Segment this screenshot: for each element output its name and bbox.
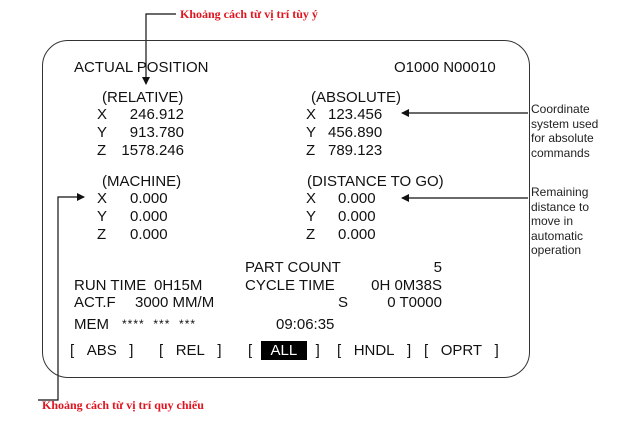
machine-x-value: 0.000 — [130, 190, 168, 207]
actf-label: ACT.F — [74, 294, 116, 311]
relative-z-label: Z — [97, 142, 107, 159]
relative-y-label: Y — [97, 124, 108, 141]
relative-x-value: 246.912 — [129, 106, 184, 123]
softkey-hndl[interactable]: [ HNDL ] — [337, 342, 412, 359]
relative-header: (RELATIVE) — [102, 89, 184, 106]
absolute-z-label: Z — [306, 142, 316, 159]
run-time-value: 0H15M — [154, 277, 203, 294]
softkey-all-selected: ALL — [261, 341, 308, 360]
absolute-y-label: Y — [306, 124, 317, 141]
spindle-value: 0 T0000 — [387, 294, 442, 311]
machine-z-value: 0.000 — [130, 226, 168, 243]
note-distance-to-go: Remaining distance to move in automatic operation — [531, 185, 590, 257]
machine-header: (MACHINE) — [102, 173, 182, 190]
run-time-label: RUN TIME — [74, 277, 147, 294]
mem-stars: **** *** *** — [122, 317, 197, 331]
relative-x-label: X — [97, 106, 108, 123]
absolute-x-label: X — [306, 106, 317, 123]
machine-y-value: 0.000 — [130, 208, 168, 225]
part-count-value: 5 — [433, 259, 442, 276]
softkey-rel[interactable]: [ REL ] — [159, 342, 222, 359]
mem-label: MEM — [74, 316, 109, 333]
distance-z-value: 0.000 — [338, 226, 376, 243]
relative-z-value: 1578.246 — [121, 142, 184, 159]
distance-y-label: Y — [306, 208, 317, 225]
spindle-label: S — [338, 294, 349, 311]
absolute-header: (ABSOLUTE) — [311, 89, 402, 106]
label-reference-position: Khoảng cách từ vị trí quy chiếu — [42, 398, 204, 412]
absolute-y-value: 456.890 — [328, 124, 383, 141]
label-arbitrary-position: Khoảng cách từ vị trí tùy ý — [180, 7, 318, 21]
program-number: O1000 N00010 — [394, 59, 496, 76]
cycle-time-value: 0H 0M38S — [371, 277, 442, 294]
distance-x-label: X — [306, 190, 317, 207]
softkey-abs[interactable]: [ ABS ] — [70, 342, 134, 359]
part-count-label: PART COUNT — [245, 259, 341, 276]
softkey-oprt[interactable]: [ OPRT ] — [424, 342, 499, 359]
distance-x-value: 0.000 — [338, 190, 376, 207]
distance-y-value: 0.000 — [338, 208, 376, 225]
actf-value: 3000 MM/M — [135, 294, 215, 311]
note-absolute: Coordinate system used for absolute commands — [531, 102, 599, 160]
machine-z-label: Z — [97, 226, 107, 243]
machine-y-label: Y — [97, 208, 108, 225]
relative-y-value: 913.780 — [129, 124, 184, 141]
absolute-x-value: 123.456 — [328, 106, 383, 123]
distance-header: (DISTANCE TO GO) — [307, 173, 444, 190]
cycle-time-label: CYCLE TIME — [245, 277, 335, 294]
screen-title: ACTUAL POSITION — [74, 59, 209, 76]
machine-x-label: X — [97, 190, 108, 207]
clock: 09:06:35 — [276, 316, 335, 333]
distance-z-label: Z — [306, 226, 316, 243]
absolute-z-value: 789.123 — [328, 142, 383, 159]
softkey-all[interactable]: [ ALL ] — [248, 342, 320, 359]
